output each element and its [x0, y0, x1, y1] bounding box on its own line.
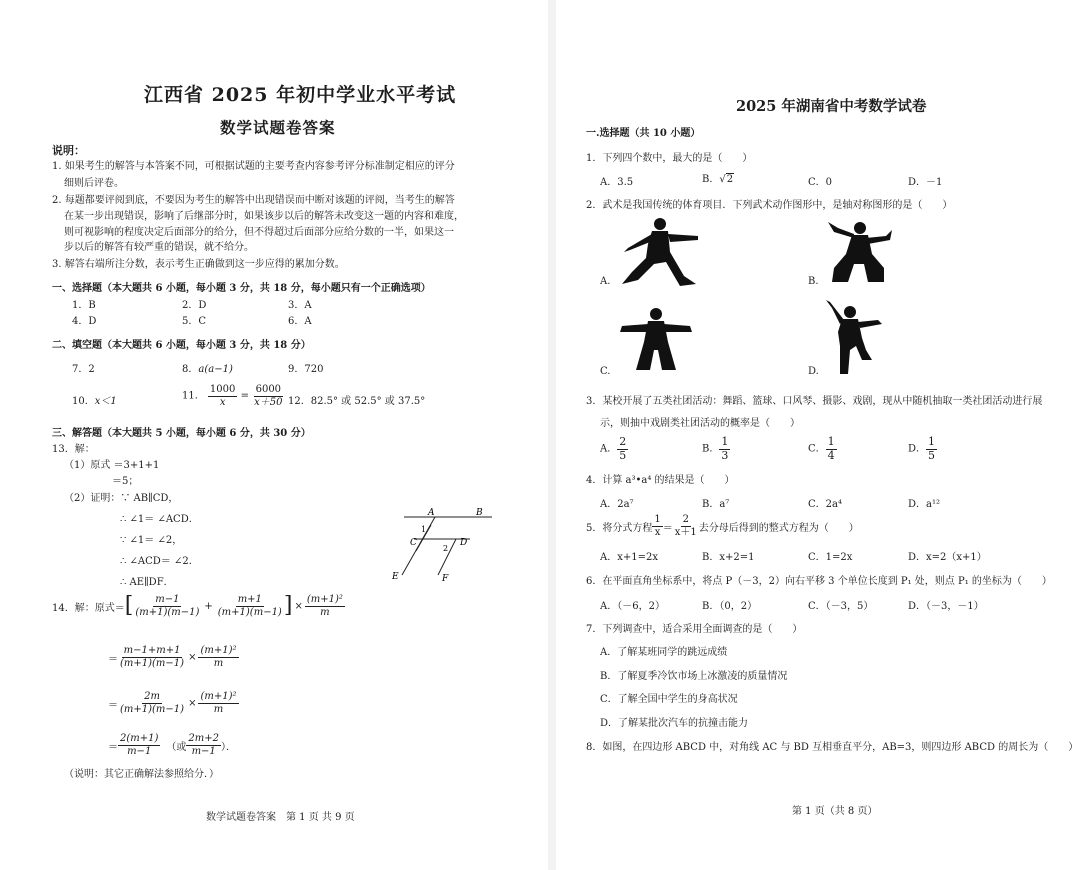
answer-item	[182, 384, 285, 408]
option-a: A．了解某班同学的跳远成绩	[600, 647, 728, 658]
section1-heading: 一、选择题（本大题共 6 小题，每小题 3 分，共 18 分，每小题只有一个正确选项）	[52, 283, 431, 294]
denominator: (m+1)(m−1)	[120, 657, 185, 669]
denominator: x＋50	[254, 396, 283, 408]
numerator: 2m+2	[188, 733, 219, 744]
fraction	[216, 594, 284, 618]
denominator: 4	[827, 448, 835, 462]
q13-label: 13．解：	[52, 444, 95, 455]
point-label: C	[410, 538, 417, 548]
note-line: 1. 如果考生的解答与本答案不同，可根据试题的主要考查内容参考评分标准制定相应的评分	[52, 161, 455, 172]
denominator: m	[213, 703, 224, 715]
denominator: (m+1)(m−1)	[217, 606, 282, 618]
option-d: D．了解某批次汽车的抗撞击能力	[600, 718, 749, 729]
option-d: D．a¹²	[908, 499, 940, 510]
notes-heading: 说明：	[52, 144, 85, 157]
note-line: 2. 每题都要评阅到底，不要因为考生的解答中出现错误而中断对该题的评阅，当考生的解答	[52, 195, 455, 206]
option-a: A．x+1=2x	[600, 552, 658, 563]
fraction	[133, 594, 201, 618]
numerator: 2	[619, 435, 627, 448]
numerator: 2m	[144, 691, 160, 702]
point-label: D	[460, 538, 468, 548]
option-label: A．	[600, 443, 618, 455]
numerator: 6000	[255, 384, 282, 395]
answer-item: 6．A	[288, 316, 312, 327]
angle-label: 2	[443, 544, 449, 553]
answer-item	[182, 360, 233, 375]
numerator: 1	[654, 514, 661, 525]
denominator: 5	[928, 448, 936, 462]
option-d	[908, 436, 937, 462]
fraction	[305, 594, 345, 618]
note-line: 3. 解答右端所注分数，表示考生正确做到这一步应得的累加分数。	[52, 259, 345, 270]
option-label: B．	[702, 443, 720, 455]
note-line: 在某一步出现错误，影响了后继部分时，如果该步以后的解答未改变这一题的内容和难度，	[64, 211, 464, 222]
option-b: B．a⁷	[702, 499, 730, 510]
exam-page	[556, 0, 1080, 870]
option-label: C．	[808, 443, 826, 455]
answer-number: 8．	[182, 364, 199, 375]
answer-value: a(a−1)	[198, 364, 233, 375]
question-stem	[586, 514, 859, 538]
denominator: x	[654, 526, 661, 538]
q13-part1: （1）原式 ＝3+1+1	[64, 460, 160, 471]
equals-sign: ＝	[108, 699, 118, 711]
answer-item: 9．720	[288, 364, 324, 375]
option-c: C．2a⁴	[808, 499, 842, 510]
bracket: [	[124, 593, 134, 618]
martial-arts-figure-d	[822, 298, 886, 376]
point-label: B	[476, 508, 483, 518]
denominator: x	[219, 396, 226, 408]
fraction	[252, 384, 284, 408]
answer-item: 2．D	[182, 300, 207, 311]
denominator: (m+1)(m−1)	[120, 703, 185, 715]
q14-step	[108, 691, 239, 715]
option-d: D．－1	[908, 177, 943, 188]
answer-value: x＜1	[94, 396, 117, 407]
page-footer: 数学试题卷答案 第 1 页 共 9 页	[206, 812, 355, 823]
page-gap	[548, 0, 556, 870]
option-a: A.	[600, 276, 611, 287]
option-d: D．（－3，－1）	[908, 601, 984, 612]
proof-line: ∵ ∠1＝ ∠2，	[120, 535, 183, 546]
option-a	[600, 436, 628, 462]
option-b: B．了解夏季冷饮市场上冰激凌的质量情况	[600, 671, 788, 682]
answer-title: 江西省 2025 年初中学业水平考试	[144, 84, 457, 106]
option-d: D．x=2（x+1）	[908, 552, 987, 563]
option-a: A．（－6，2）	[600, 601, 665, 612]
equals-sign: ＝	[662, 522, 673, 534]
fraction	[719, 436, 730, 462]
denominator: m−1	[191, 745, 216, 757]
option-label: B．	[702, 174, 720, 185]
question-stem: 示，则抽中戏剧类社团活动的概率是（ ）	[600, 418, 800, 429]
option-b	[702, 170, 734, 185]
q14-step	[108, 645, 239, 669]
denominator: m	[320, 606, 330, 618]
equals-sign: ＝	[108, 741, 118, 753]
q14-result	[108, 733, 236, 757]
q14-label: 14．解：原式＝	[52, 602, 125, 614]
fraction	[118, 691, 186, 715]
equals-sign: =	[240, 390, 249, 402]
option-b: B.	[808, 276, 819, 287]
exam-title: 2025 年湖南省中考数学试卷	[736, 98, 927, 115]
answer-item: 12．82.5° 或 52.5° 或 37.5°	[288, 396, 426, 407]
option-c: C.	[600, 366, 611, 377]
option-b: B．x+2=1	[702, 552, 755, 563]
option-c: C．（－3，5）	[808, 601, 874, 612]
point-label: F	[442, 574, 449, 584]
option-c	[808, 436, 837, 462]
answer-item: 7．2	[72, 364, 95, 375]
fraction	[673, 514, 699, 538]
answer-item: 1．B	[72, 300, 96, 311]
stem-text: 去分母后得到的整式方程为（ ）	[698, 522, 859, 534]
fraction	[118, 645, 186, 669]
option-a: A．3.5	[600, 177, 634, 188]
section2-heading: 二、填空题（本大题共 6 小题，每小题 3 分，共 18 分）	[52, 340, 311, 351]
sqrt-symbol: √2	[719, 174, 734, 185]
numerator: m+1	[237, 594, 262, 605]
angle-label: 1	[421, 525, 427, 534]
numerator: 1	[721, 435, 729, 448]
point-label: E	[392, 572, 399, 582]
q13-part1-result: ＝5；	[112, 476, 139, 487]
question-stem: 4．计算 a³•a⁴ 的结果是（ ）	[586, 475, 735, 486]
numerator: (m+1)²	[200, 691, 237, 702]
proof-line: ∴ ∠ACD＝ ∠2．	[120, 556, 199, 567]
numerator: 2	[682, 514, 689, 525]
question-stem: 1．下列四个数中，最大的是（ ）	[586, 153, 753, 164]
fraction	[118, 733, 160, 757]
fraction	[198, 691, 238, 715]
times-sign: ×	[188, 651, 197, 663]
question-stem: 8．如图，在四边形 ABCD 中，对角线 AC 与 BD 互相垂直平分，AB=3，则四边形 ABCD 的周长为（ ）	[586, 742, 1079, 753]
q14-expression	[52, 594, 345, 618]
q14-note: （说明：其它正确解法参照给分．）	[64, 769, 219, 780]
note-line: 步以后的解答有较严重的错误，就不给分。	[64, 242, 254, 253]
option-a: A．2a⁷	[600, 499, 634, 510]
plus-sign: +	[204, 600, 213, 612]
option-b	[702, 436, 730, 462]
answer-item	[72, 392, 117, 407]
alt-close: ）．	[220, 741, 236, 753]
answer-item: 4．D	[72, 316, 97, 327]
martial-arts-figure-c	[616, 304, 696, 374]
martial-arts-figure-b	[824, 218, 894, 286]
numerator: (m+1)²	[306, 594, 343, 605]
times-sign: ×	[294, 600, 303, 612]
section-heading: 一.选择题（共 10 小题）	[586, 128, 701, 139]
numerator: m−1	[155, 594, 180, 605]
denominator: m−1	[127, 745, 152, 757]
answer-number: 10．	[72, 396, 95, 407]
question-stem: 6．在平面直角坐标系中，将点 P（－3，2）向右平移 3 个单位长度到 P₁ 处，则点 P₁ 的坐标为（ ）	[586, 576, 1052, 587]
numerator: 1	[827, 435, 835, 448]
denominator: m	[213, 657, 224, 669]
option-c: C．了解全国中学生的身高状况	[600, 694, 738, 705]
note-line: 则可视影响的程度决定后面部分的给分，但不得超过后面部分应给分数的一半，如果这一	[64, 227, 454, 238]
denominator: 3	[721, 448, 729, 462]
option-b: B．（0，2）	[702, 601, 758, 612]
numerator: 2(m+1)	[120, 733, 159, 744]
question-stem: 7．下列调查中，适合采用全面调查的是（ ）	[586, 624, 803, 635]
bracket: ]	[283, 593, 293, 618]
numerator: 1000	[209, 384, 236, 395]
answer-item: 5．C	[182, 316, 207, 327]
fraction	[208, 384, 237, 408]
option-c: C．1=2x	[808, 552, 853, 563]
point-label: A	[428, 508, 435, 518]
page-footer: 第 1 页（共 8 页）	[792, 806, 878, 817]
fraction	[186, 733, 221, 757]
question-stem: 3．某校开展了五类社团活动：舞蹈、篮球、口风琴、摄影、戏剧，现从中随机抽取一类社团活动进行展	[586, 396, 1043, 407]
martial-arts-figure-a	[614, 214, 704, 290]
denominator: (m+1)(m−1)	[135, 606, 200, 618]
numerator: m−1+m+1	[123, 645, 181, 656]
option-label: D．	[908, 443, 927, 455]
answer-subtitle: 数学试题卷答案	[220, 118, 336, 137]
stem-text: 5．将分式方程	[586, 522, 653, 534]
section3-heading: 三、解答题（本大题共 5 小题，每小题 6 分，共 30 分）	[52, 428, 311, 439]
parallel-lines-diagram	[388, 505, 498, 585]
answer-item: 3．A	[288, 300, 312, 311]
fraction	[826, 436, 837, 462]
numerator: (m+1)²	[200, 645, 237, 656]
equals-sign: ＝	[108, 653, 118, 665]
fraction	[617, 436, 628, 462]
times-sign: ×	[188, 697, 197, 709]
numerator: 1	[928, 435, 936, 448]
proof-line: ∴ AE∥DF．	[120, 577, 174, 588]
note-line: 细则后评卷。	[64, 178, 124, 189]
answer-number: 11．	[182, 390, 205, 402]
denominator: x＋1	[674, 526, 697, 538]
denominator: 5	[619, 448, 627, 462]
option-d: D.	[808, 366, 819, 377]
fraction	[652, 514, 662, 538]
alt-open: （或	[166, 741, 187, 753]
radicand: 2	[726, 174, 734, 185]
question-stem: 2．武术是我国传统的体育项目．下列武术动作图形中，是轴对称图形的是（ ）	[586, 200, 953, 211]
option-c: C．0	[808, 177, 833, 188]
q13-part2: （2）证明：∵ AB∥CD，	[64, 493, 179, 504]
proof-line: ∴ ∠1＝ ∠ACD．	[120, 514, 199, 525]
fraction	[198, 645, 238, 669]
fraction	[926, 436, 937, 462]
